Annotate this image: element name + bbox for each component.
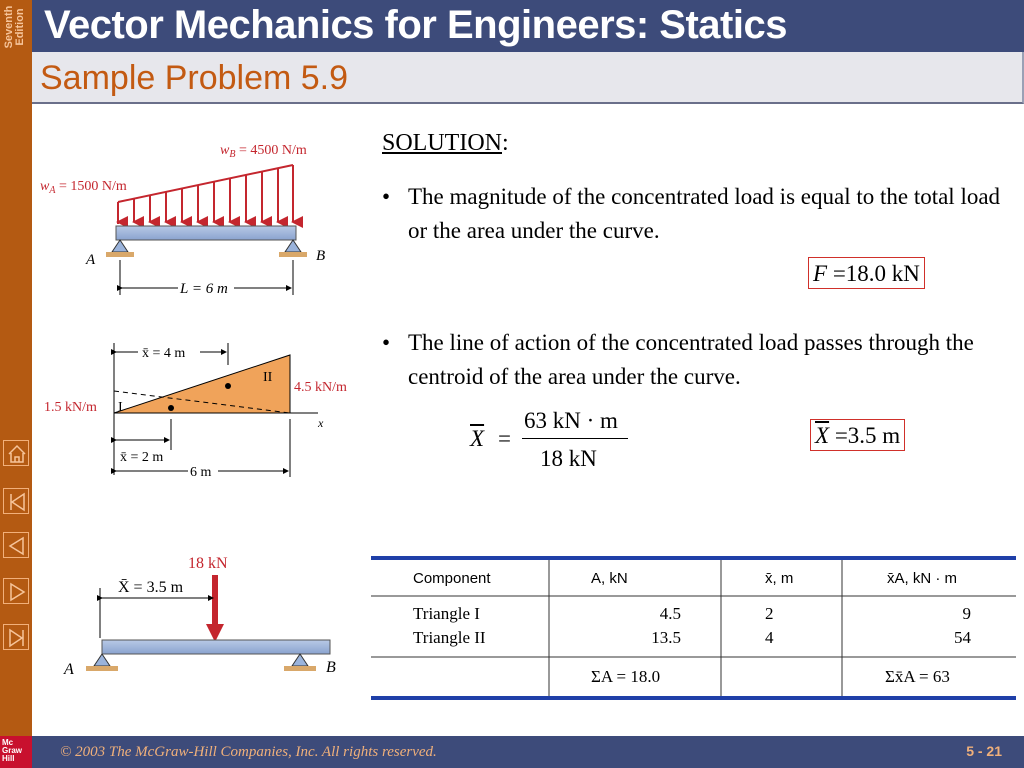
svg-text:4.5 kN/m: 4.5 kN/m	[294, 380, 347, 395]
figure-distributed-load-beam	[38, 130, 368, 305]
svg-text:9: 9	[962, 604, 971, 623]
svg-text:x: x	[318, 416, 324, 430]
next-slide-icon	[4, 579, 30, 605]
figure-triangle-areas	[38, 335, 368, 485]
support-label-a: A	[86, 252, 96, 268]
previous-slide-icon	[4, 533, 30, 559]
page-number: 5 - 21	[966, 743, 1002, 759]
svg-text:wB = 4500 N/m: $w_B = 4500$ N/m	[220, 143, 307, 160]
first-slide-icon	[4, 489, 30, 515]
last-slide-icon	[4, 625, 30, 651]
slide-header	[32, 0, 1024, 52]
answer-force: F =18.0 kN	[808, 257, 925, 289]
publisher-logo: Mc Graw Hill	[0, 736, 32, 768]
answer-centroid: $\overline{X} =3.5$ m	[810, 419, 905, 451]
header-component: Component	[413, 570, 491, 587]
force-label: 18 kN	[188, 555, 228, 572]
next-slide-button[interactable]	[3, 578, 29, 604]
centroid-distance-label: X̄ = 3.5 m	[118, 579, 184, 596]
edition-label: Seventh Edition	[3, 5, 26, 49]
svg-text:1.5 kN/m: 1.5 kN/m	[44, 400, 97, 415]
solution-heading: SOLUTION:	[382, 130, 509, 156]
home-button[interactable]	[3, 440, 29, 466]
length-label: L = 6 m	[180, 281, 228, 297]
support-label-b: B	[316, 248, 326, 264]
svg-text:6 m: 6 m	[190, 465, 212, 480]
component-table	[371, 556, 1016, 700]
svg-text:4.5: 4.5	[659, 604, 681, 623]
slide-subheader	[32, 52, 1024, 104]
header-xbar-a: x̄A, kN · m	[887, 570, 957, 587]
svg-text:54: 54	[954, 628, 971, 647]
wB-symbol: w	[220, 143, 230, 158]
svg-text:2: 2	[765, 604, 774, 623]
header-xbar: x̄, m	[765, 570, 794, 587]
total-area: ΣA = 18.0	[591, 667, 661, 686]
last-slide-button[interactable]	[3, 624, 29, 650]
svg-text:I: I	[118, 400, 123, 415]
xbar-2m-label: x̄ = 2 m	[120, 450, 164, 465]
row-1-component: Triangle I	[413, 604, 480, 623]
svg-text:13.5: 13.5	[651, 628, 681, 647]
header-area: A, kN	[591, 570, 628, 587]
slide-title: Vector Mechanics for Engineers: Statics	[44, 3, 787, 47]
slide-subtitle: Sample Problem 5.9	[40, 59, 349, 97]
home-icon	[4, 441, 30, 467]
svg-text:II: II	[263, 370, 273, 385]
first-slide-button[interactable]	[3, 488, 29, 514]
copyright-text: © 2003 The McGraw-Hill Companies, Inc. All rights reserved.	[60, 744, 437, 760]
row-2-component: Triangle II	[413, 628, 486, 647]
total-moment: Σx̄A = 63	[885, 667, 950, 686]
bullet-magnitude: • The magnitude of the concentrated load is equal to the total load or the area under the curve.	[382, 184, 1001, 243]
svg-text:B: B	[326, 659, 336, 676]
figure-concentrated-load	[60, 550, 360, 690]
svg-text:A: A	[64, 661, 74, 678]
svg-text:4: 4	[765, 628, 774, 647]
svg-text:wA = 1500 N/m: $w_A = 1500$ N/m	[40, 179, 127, 196]
xbar-4m-label: x̄ = 4 m	[142, 346, 186, 361]
slide-footer	[0, 736, 1024, 768]
left-sidebar	[0, 0, 32, 736]
previous-slide-button[interactable]	[3, 532, 29, 558]
bullet-line-of-action: • The line of action of the concentrated load passes through the centroid of the area under the curve.	[382, 330, 974, 389]
